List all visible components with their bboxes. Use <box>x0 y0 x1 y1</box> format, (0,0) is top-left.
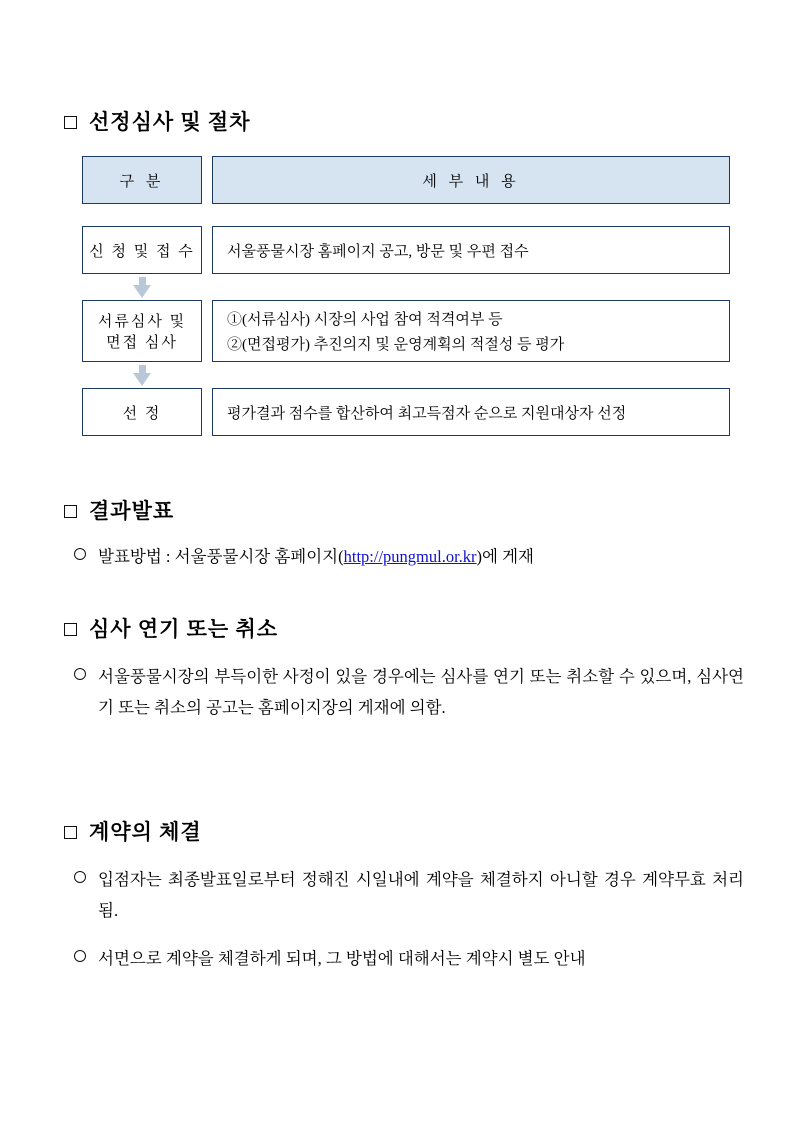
section-title: 계약의 체결 <box>89 820 202 844</box>
square-bullet-icon <box>64 505 77 518</box>
row-category-label-line2: 면접 심사 <box>106 335 178 351</box>
row-category-label: 신 청 및 접 수 <box>89 243 195 260</box>
circle-bullet-icon <box>74 668 86 680</box>
circle-bullet-icon <box>74 950 86 962</box>
row-category-label-line1: 서류심사 및 <box>97 314 187 330</box>
square-bullet-icon <box>64 623 77 636</box>
homepage-link[interactable]: http://pungmul.or.kr <box>343 547 477 566</box>
row-detail-line: ①(서류심사) 시장의 사업 참여 적격여부 등 <box>227 312 503 328</box>
result-announcement-text <box>98 541 744 572</box>
circle-bullet-icon <box>74 548 86 560</box>
table-row <box>82 226 730 274</box>
section-postpone-cancel <box>64 613 744 724</box>
result-announcement-item <box>74 541 744 572</box>
table-row <box>82 388 730 436</box>
row-category-label: 선 정 <box>122 405 162 422</box>
flow-arrow-2 <box>82 362 202 388</box>
table-header-category <box>82 156 202 204</box>
contract-item <box>74 864 744 927</box>
section-heading-contract <box>64 816 744 846</box>
postpone-cancel-item <box>74 661 744 724</box>
arrow-down-icon <box>133 365 151 386</box>
square-bullet-icon <box>64 826 77 839</box>
section-selection-review <box>64 106 730 136</box>
row-details-review <box>212 300 730 362</box>
process-flow-table <box>82 156 730 436</box>
section-title: 선정심사 및 절차 <box>89 110 251 134</box>
section-title: 결과발표 <box>89 499 175 523</box>
table-header-details-label: 세 부 내 용 <box>422 173 520 190</box>
section-heading-selection-review <box>64 106 730 136</box>
row-details-application <box>212 226 730 274</box>
section-heading-result-announcement <box>64 495 744 525</box>
announcement-prefix: 발표방법 : 서울풍물시장 홈페이지( <box>98 547 344 566</box>
section-contract <box>64 816 744 974</box>
postpone-cancel-text: 서울풍물시장의 부득이한 사정이 있을 경우에는 심사를 연기 또는 취소할 수 있으며, 심사연기 또는 취소의 공고는 홈페이지장의 게재에 의함. <box>98 667 744 718</box>
flow-arrow-1 <box>82 274 202 300</box>
table-row <box>82 300 730 362</box>
circle-bullet-icon <box>74 871 86 883</box>
row-category-review <box>82 300 202 362</box>
arrow-down-icon <box>133 277 151 298</box>
square-bullet-icon <box>64 116 77 129</box>
section-heading-postpone-cancel <box>64 613 744 643</box>
section-title: 심사 연기 또는 취소 <box>89 617 279 641</box>
table-header-category-label: 구 분 <box>119 173 165 190</box>
announcement-suffix: )에 게재 <box>476 547 534 566</box>
row-details-selection <box>212 388 730 436</box>
contract-text: 입점자는 최종발표일로부터 정해진 시일내에 계약을 체결하지 아니할 경우 계약무효 처리됨. <box>98 870 744 921</box>
contract-text: 서면으로 계약을 체결하게 되며, 그 방법에 대해서는 계약시 별도 안내 <box>98 948 586 968</box>
row-category-selection <box>82 388 202 436</box>
row-detail-line: 평가결과 점수를 합산하여 최고득점자 순으로 지원대상자 선정 <box>227 405 627 422</box>
row-detail-line: ②(면접평가) 추진의지 및 운영계획의 적절성 등 평가 <box>227 337 565 353</box>
contract-item <box>74 943 744 974</box>
spacer <box>82 204 730 226</box>
row-category-application <box>82 226 202 274</box>
table-header-row <box>82 156 730 204</box>
table-header-details <box>212 156 730 204</box>
row-detail-line: 서울풍물시장 홈페이지 공고, 방문 및 우편 접수 <box>227 243 529 260</box>
section-result-announcement <box>64 495 744 572</box>
